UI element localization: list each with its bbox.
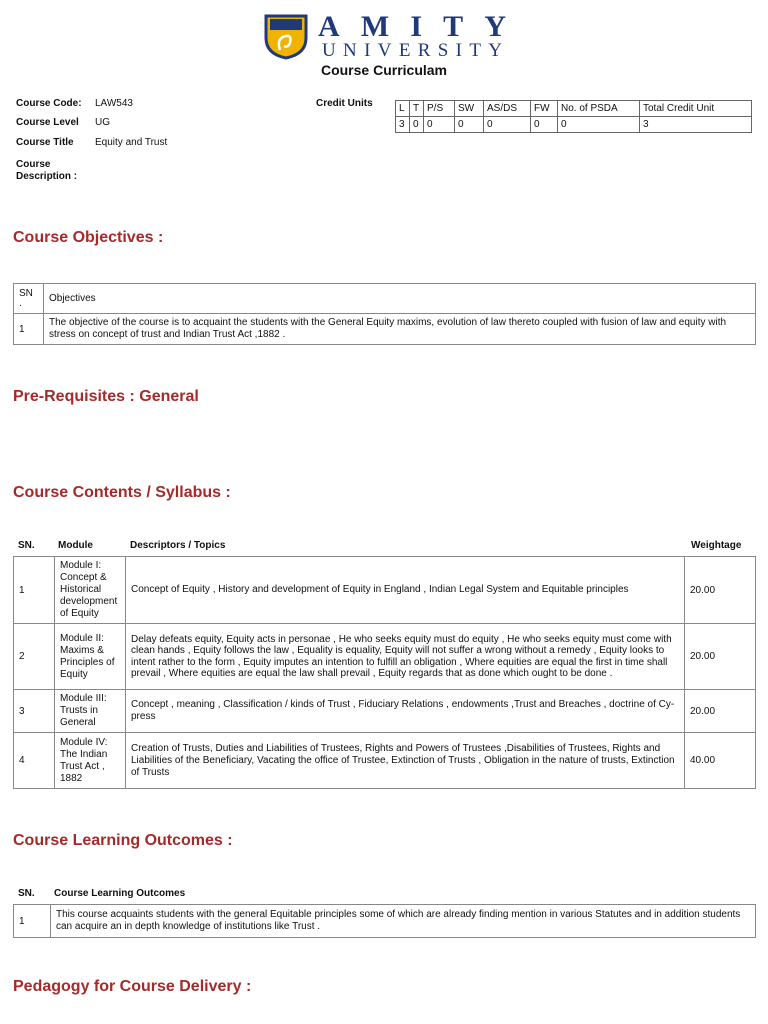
table-row	[14, 314, 756, 345]
syllabus-table	[13, 536, 756, 555]
objective-sn: 1	[14, 314, 44, 345]
table-row	[14, 733, 756, 789]
logo-line2: UNIVERSITY	[322, 40, 502, 60]
credit-header-cell: L	[396, 101, 410, 117]
credit-header-cell: SW	[455, 101, 484, 117]
credit-header-cell: P/S	[424, 101, 455, 117]
credit-units-label: Credit Units	[316, 98, 373, 109]
credit-value-cell: 0	[531, 117, 558, 133]
credit-value-cell: 0	[410, 117, 424, 133]
prerequisites-heading: Pre-Requisites : General	[13, 388, 199, 405]
pedagogy-heading: Pedagogy for Course Delivery :	[13, 978, 252, 995]
course-description-label-1: Course	[16, 159, 51, 170]
table-row	[14, 557, 756, 624]
syllabus-weightage: 20.00	[685, 624, 756, 690]
syllabus-descriptors: Delay defeats equity, Equity acts in personae , He who seeks equity must do equity , He who seeks equity must come with clean hands , Equity follows the law , Equality is equality, Equity will not suffer a wrong without a remedy , Equity looks to intent rather to the form , Equity imputes an intention to fulfill an obligation , Where equities are equal the first in time shall prevail , Where equities are equal the law shall prevail , Equity regards that as done which ought to be done .	[126, 624, 685, 690]
credit-units-table	[395, 100, 752, 133]
syllabus-module: Module I: Concept & Historical development of Equity	[55, 557, 126, 624]
course-description-label-2: Description :	[16, 171, 78, 182]
objectives-col-sn: SN .	[14, 284, 44, 314]
syllabus-col-module: Module	[58, 540, 93, 551]
credit-value-row	[396, 117, 752, 133]
table-row	[14, 624, 756, 690]
syllabus-weightage: 20.00	[685, 557, 756, 624]
syllabus-sn: 4	[14, 733, 55, 789]
syllabus-heading: Course Contents / Syllabus :	[13, 484, 231, 501]
credit-header-cell: FW	[531, 101, 558, 117]
logo-line1: AMITY	[318, 10, 506, 43]
objective-text: The objective of the course is to acquaint the students with the General Equity maxims, evolution of law thereto coupled with fusion of law and equity with stress on concept of trust and Indian Trust Act ,1882 .	[44, 314, 756, 345]
course-title-label: Course Title	[16, 137, 74, 148]
course-level-value: UG	[95, 117, 110, 128]
outcomes-table	[13, 904, 756, 938]
course-code-label: Course Code:	[16, 98, 82, 109]
syllabus-header-row	[13, 536, 756, 555]
syllabus-sn: 2	[14, 624, 55, 690]
credit-header-cell: AS/DS	[484, 101, 531, 117]
syllabus-descriptors: Concept , meaning , Classification / kinds of Trust , Fiduciary Relations , endowments ,Trust and Breaches , doctrine of Cy-press	[126, 690, 685, 733]
table-row	[14, 905, 756, 938]
university-logo	[262, 10, 512, 60]
syllabus-descriptors: Creation of Trusts, Duties and Liabilities of Trustees, Rights and Powers of Trustees ,Disabilities of Trustees, Rights and Liabilities of the Beneficiary, Vacating the office of Trustee, Extinction of Trusts , Obligation in the nature of trusts, Extinction of Trusts	[126, 733, 685, 789]
objectives-header-row	[14, 284, 756, 314]
credit-value-cell: 3	[640, 117, 752, 133]
outcomes-col-sn: SN.	[18, 888, 35, 899]
amity-shield-icon	[262, 10, 512, 60]
syllabus-module: Module IV: The Indian Trust Act , 1882	[55, 733, 126, 789]
outcomes-header-row	[13, 884, 756, 903]
outcome-text: This course acquaints students with the general Equitable principles some of which are already finding mention in various Statutes and in addition students can acquire an in depth knowledge of institutions like Trust .	[51, 905, 756, 938]
objectives-heading: Course Objectives :	[13, 229, 164, 246]
course-title-value: Equity and Trust	[95, 137, 168, 148]
credit-value-cell: 3	[396, 117, 410, 133]
credit-header-cell: No. of PSDA	[558, 101, 640, 117]
credit-header-cell: Total Credit Unit	[640, 101, 752, 117]
document-title: Course Curriculam	[320, 62, 448, 78]
objectives-table	[13, 283, 756, 345]
syllabus-weightage: 40.00	[685, 733, 756, 789]
course-code-value: LAW543	[95, 98, 133, 109]
syllabus-col-weightage: Weightage	[691, 540, 742, 551]
outcomes-col-outcome: Course Learning Outcomes	[54, 888, 186, 899]
outcomes-heading: Course Learning Outcomes :	[13, 832, 233, 849]
syllabus-weightage: 20.00	[685, 690, 756, 733]
credit-value-cell: 0	[484, 117, 531, 133]
syllabus-module: Module II: Maxims & Principles of Equity	[55, 624, 126, 690]
outcomes-header-table	[13, 884, 756, 903]
syllabus-col-sn: SN.	[18, 540, 35, 551]
objectives-col-objectives: Objectives	[44, 284, 756, 314]
syllabus-col-descriptors: Descriptors / Topics	[130, 540, 226, 551]
credit-header-cell: T	[410, 101, 424, 117]
credit-value-cell: 0	[424, 117, 455, 133]
credit-header-row	[396, 101, 752, 117]
syllabus-module: Module III: Trusts in General	[55, 690, 126, 733]
syllabus-sn: 3	[14, 690, 55, 733]
credit-value-cell: 0	[455, 117, 484, 133]
credit-value-cell: 0	[558, 117, 640, 133]
syllabus-body-table	[13, 556, 756, 789]
syllabus-sn: 1	[14, 557, 55, 624]
outcome-sn: 1	[14, 905, 51, 938]
table-row	[14, 690, 756, 733]
syllabus-descriptors: Concept of Equity , History and development of Equity in England , Indian Legal System and Equitable principles	[126, 557, 685, 624]
course-level-label: Course Level	[16, 117, 79, 128]
